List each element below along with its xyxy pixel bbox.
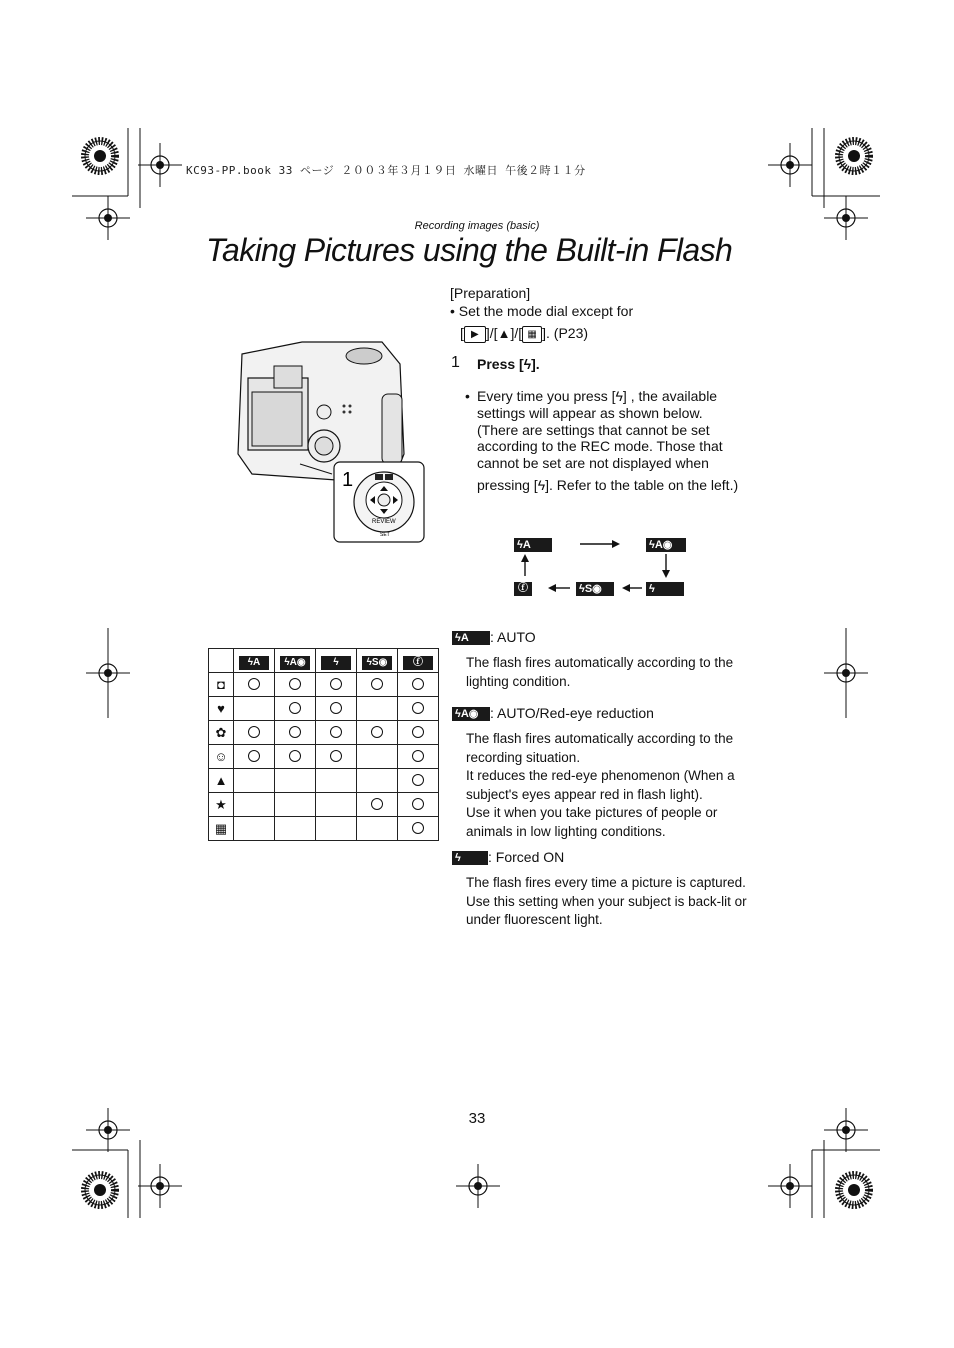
table-cell	[275, 769, 316, 793]
table-corner-cell	[209, 649, 234, 673]
available-mark	[371, 726, 383, 738]
table-header-cell	[316, 649, 357, 673]
forced-on-badge-icon: ϟ	[452, 851, 488, 865]
flash-mode-badge: ϟ	[321, 656, 351, 670]
table-header-cell	[398, 649, 439, 673]
description-line: Use this setting when your subject is back-lit or under fluorescent light.	[466, 893, 747, 928]
table-cell	[234, 721, 275, 745]
description-line: Use it when you take pictures of people or animals in low lighting conditions.	[466, 805, 718, 839]
table-cell	[316, 793, 357, 817]
table-cell	[316, 745, 357, 769]
description-line: The flash fires automatically according to the recording situation.	[466, 731, 734, 765]
table-cell	[398, 745, 439, 769]
available-mark	[412, 702, 424, 714]
table-cell	[275, 697, 316, 721]
table-row	[209, 817, 439, 841]
portrait-icon: ☺	[209, 745, 234, 769]
auto-redeye-badge: ϟA◉	[646, 538, 686, 552]
table-cell	[357, 817, 398, 841]
heart-icon: ♥	[209, 697, 234, 721]
mode-forced-on-description	[466, 874, 751, 930]
preparation-bullet: • Set the mode dial except for	[450, 303, 634, 319]
preparation-label: [Preparation]	[450, 285, 531, 301]
camera-illustration	[232, 334, 428, 546]
table-row	[209, 721, 439, 745]
table-row	[209, 793, 439, 817]
excluded-modes: [ ▶ ]/[▲]/[ ▦ ]. (P23)	[460, 325, 589, 341]
table-cell	[275, 721, 316, 745]
flash-compatibility-table	[208, 648, 439, 841]
night-portrait-icon: ★	[209, 793, 234, 817]
auto-badge-icon: ϟA	[452, 631, 490, 645]
table-cell	[275, 673, 316, 697]
press-prefix: Press [	[477, 356, 524, 372]
mode-forced-on-label: : Forced ON	[488, 849, 565, 865]
available-mark	[412, 822, 424, 834]
mode-auto-redeye-description	[466, 730, 751, 842]
mode-auto-heading	[452, 629, 536, 646]
cycle-arrows	[510, 534, 690, 596]
mode-forced-on-heading	[452, 849, 564, 866]
table-cell	[398, 697, 439, 721]
flash-mode-badge: ⓕ	[403, 656, 433, 670]
available-mark	[330, 726, 342, 738]
table-cell	[316, 673, 357, 697]
available-mark	[289, 678, 301, 690]
available-mark	[412, 678, 424, 690]
table-cell	[316, 769, 357, 793]
step-press-label	[477, 356, 540, 373]
table-row	[209, 745, 439, 769]
table-cell	[357, 721, 398, 745]
table-cell	[398, 793, 439, 817]
available-mark	[371, 798, 383, 810]
table-cell	[398, 673, 439, 697]
desc-part4: ]. Refer to the table on the left.)	[545, 477, 739, 493]
mode-auto-redeye-label: : AUTO/Red-eye reduction	[490, 705, 654, 721]
callout-number: 1	[342, 469, 354, 491]
table-cell	[316, 817, 357, 841]
table-header-cell	[357, 649, 398, 673]
available-mark	[289, 726, 301, 738]
desc-part3: pressing [	[477, 477, 538, 493]
available-mark	[412, 798, 424, 810]
auto-redeye-badge-icon: ϟA◉	[452, 707, 490, 721]
available-mark	[248, 678, 260, 690]
table-cell	[398, 817, 439, 841]
motion-picture-mode-icon: ▦	[522, 326, 542, 343]
table-cell	[275, 817, 316, 841]
table-cell	[275, 793, 316, 817]
table-cell	[275, 745, 316, 769]
desc-part1: Every time you press [	[477, 388, 616, 404]
table-cell	[234, 793, 275, 817]
camera-icon: ◘	[209, 673, 234, 697]
table-header-cell	[234, 649, 275, 673]
bullet-dot: •	[465, 388, 470, 404]
table-cell	[234, 673, 275, 697]
flash-icon: ϟ	[537, 477, 546, 493]
forced-on-badge: ϟ	[646, 582, 684, 596]
section-label: Recording images (basic)	[414, 220, 540, 232]
table-header-row	[209, 649, 439, 673]
flash-icon: ϟ	[615, 388, 623, 404]
forced-off-badge: ⓕ	[514, 582, 532, 596]
available-mark	[412, 774, 424, 786]
table-cell	[357, 697, 398, 721]
available-mark	[289, 750, 301, 762]
description-line: It reduces the red-eye phenomenon (When a subject's eyes appear red in flash light).	[466, 768, 735, 802]
flash-mode-badge: ϟA	[239, 656, 269, 670]
step-number: 1	[451, 354, 460, 371]
page-ref: ]. (P23)	[542, 325, 589, 341]
available-mark	[248, 750, 260, 762]
available-mark	[330, 678, 342, 690]
table-row	[209, 769, 439, 793]
landscape-mode-icon: ▲	[497, 326, 511, 341]
mode-auto-description: The flash fires automatically according to the lighting condition.	[466, 655, 734, 689]
page-title: Taking Pictures using the Built-in Flash	[206, 232, 733, 268]
mode-auto-label: : AUTO	[490, 629, 536, 645]
flash-mode-badge: ϟA◉	[280, 656, 310, 670]
landscape-icon: ▲	[209, 769, 234, 793]
motion-picture-icon: ▦	[209, 817, 234, 841]
table-cell	[234, 769, 275, 793]
available-mark	[371, 678, 383, 690]
set-label: SET	[380, 532, 390, 538]
available-mark	[330, 750, 342, 762]
table-cell	[316, 697, 357, 721]
table-cell	[357, 745, 398, 769]
table-header-cell	[275, 649, 316, 673]
available-mark	[248, 726, 260, 738]
available-mark	[289, 702, 301, 714]
table-row	[209, 697, 439, 721]
available-mark	[330, 702, 342, 714]
table-cell	[357, 673, 398, 697]
table-cell	[316, 721, 357, 745]
flash-mode-badge: ϟS◉	[362, 656, 392, 670]
macro-flower-icon: ✿	[209, 721, 234, 745]
mode-auto-redeye-heading	[452, 705, 654, 722]
available-mark	[412, 750, 424, 762]
auto-badge: ϟA	[514, 538, 552, 552]
book-header-line: KC93-PP.book 33 ページ ２００３年３月１９日 水曜日 午後２時１１分	[186, 164, 586, 177]
press-suffix: ].	[531, 356, 540, 372]
table-cell	[357, 793, 398, 817]
review-label: REVIEW	[372, 519, 396, 525]
page-number: 33	[468, 1110, 486, 1127]
table-row	[209, 673, 439, 697]
available-mark	[412, 726, 424, 738]
table-cell	[398, 721, 439, 745]
table-cell	[357, 769, 398, 793]
description-line: The flash fires every time a picture is captured.	[466, 875, 746, 890]
table-cell	[234, 817, 275, 841]
playback-icon: ▶	[464, 326, 486, 343]
table-cell	[398, 769, 439, 793]
flash-icon: ϟ	[523, 356, 532, 372]
table-cell	[234, 697, 275, 721]
step-description-2	[477, 477, 747, 494]
slow-redeye-badge: ϟS◉	[576, 582, 614, 596]
desc-part2: ] , the available settings will appear as shown below. (There are settings that cannot be set according to the REC mode. Those that cannot be set are not displayed when	[477, 388, 723, 472]
step-description	[477, 388, 747, 472]
table-cell	[234, 745, 275, 769]
